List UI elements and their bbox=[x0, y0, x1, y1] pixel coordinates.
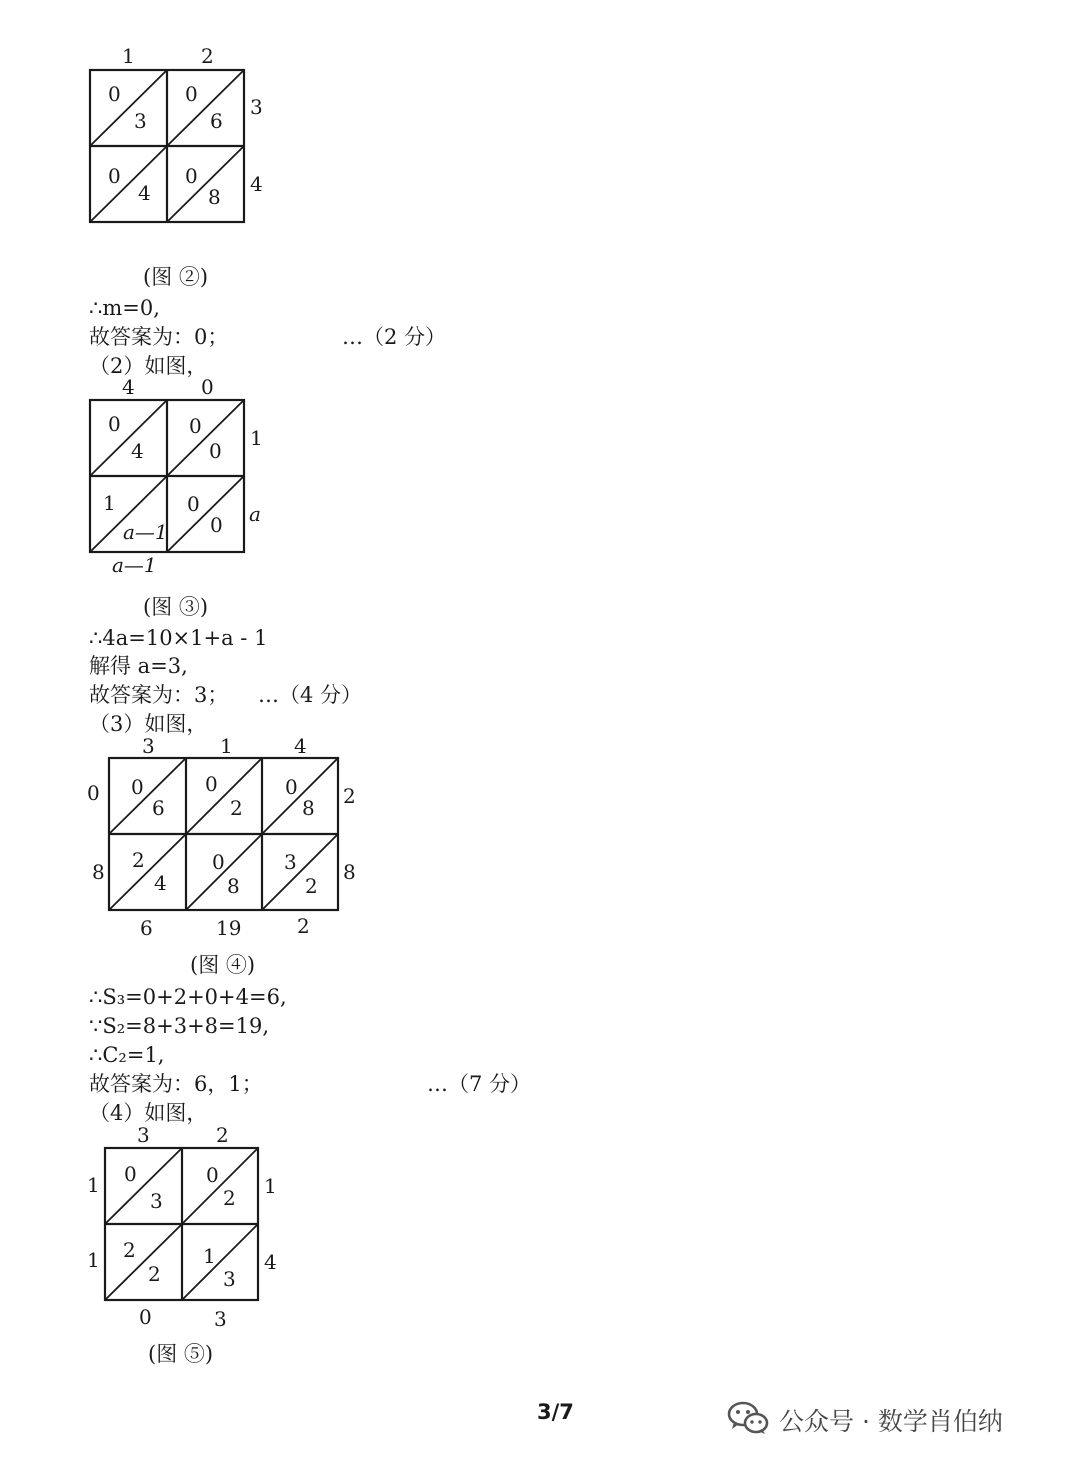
fig3-bottom-label: a—1 bbox=[112, 553, 157, 577]
fig5-cell-upper: 0 bbox=[206, 1163, 219, 1187]
fig5-cell-lower: 3 bbox=[223, 1267, 236, 1291]
fig4-right-label: 8 bbox=[343, 860, 356, 884]
step3-line4: 故答案为：6，1； bbox=[89, 1072, 263, 1096]
fig3-cell-upper: 0 bbox=[187, 492, 200, 516]
fig2-cell-lower: 8 bbox=[208, 185, 221, 209]
fig2-cell-lower: 3 bbox=[134, 109, 147, 133]
step2-line3: 故答案为：3； bbox=[89, 683, 229, 707]
fig2-cell-upper: 0 bbox=[185, 164, 198, 188]
fig4-cell-upper: 0 bbox=[205, 772, 218, 796]
fig4-bottom-label: 19 bbox=[216, 916, 242, 940]
fig2-top-label: 1 bbox=[122, 44, 135, 68]
fig3-top-label: 0 bbox=[201, 375, 214, 399]
fig5-right-label: 1 bbox=[264, 1174, 277, 1198]
watermark-text: 公众号 · 数学肖伯纳 bbox=[779, 1407, 1003, 1436]
wechat-icon bbox=[727, 1400, 769, 1436]
fig4-cell-lower: 4 bbox=[154, 871, 167, 895]
fig2-cell-lower: 4 bbox=[138, 181, 151, 205]
fig5-cell-lower: 3 bbox=[150, 1189, 163, 1213]
part4-label: （4）如图， bbox=[89, 1101, 208, 1125]
fig4-right-label: 2 bbox=[343, 784, 356, 808]
fig5-cell-upper: 2 bbox=[123, 1238, 136, 1262]
step3-line1: ∴S₃=0+2+0+4=6, bbox=[89, 985, 287, 1009]
fig3-right-label: 1 bbox=[250, 426, 263, 450]
page-number: 3/7 bbox=[537, 1400, 574, 1424]
fig2-cell-upper: 0 bbox=[108, 164, 121, 188]
fig5-cell-upper: 0 bbox=[124, 1162, 137, 1186]
step2-line2: 解得 a=3, bbox=[89, 654, 188, 678]
fig5-left-label: 1 bbox=[87, 1248, 100, 1272]
fig4-cell-upper: 2 bbox=[132, 848, 145, 872]
step3-line2: ∵S₂=8+3+8=19, bbox=[89, 1014, 270, 1038]
fig3-cell-upper: 1 bbox=[103, 491, 116, 515]
step2-line1: ∴4a=10×1+a - 1 bbox=[89, 626, 268, 650]
step1-line2: 故答案为：0； bbox=[89, 325, 229, 349]
fig5-bottom-label: 0 bbox=[139, 1305, 152, 1329]
step3-line3: ∴C₂=1, bbox=[89, 1043, 165, 1067]
fig5-top-label: 2 bbox=[216, 1123, 229, 1147]
fig3-cell-lower: 0 bbox=[210, 513, 223, 537]
fig3-cell-upper: 0 bbox=[189, 414, 202, 438]
fig3-cell-lower: 0 bbox=[209, 439, 222, 463]
fig3-right-label: a bbox=[249, 502, 261, 526]
fig4-cell-lower: 6 bbox=[152, 796, 165, 820]
watermark bbox=[727, 1398, 1057, 1442]
fig4-cell-lower: 8 bbox=[302, 796, 315, 820]
fig5-bottom-label: 3 bbox=[214, 1307, 227, 1331]
fig3-caption: (图 ③) bbox=[143, 595, 209, 619]
part2-label: （2）如图， bbox=[89, 354, 208, 378]
fig4-top-label: 3 bbox=[142, 734, 155, 758]
part3-label: （3）如图， bbox=[89, 712, 208, 736]
fig4-left-label: 0 bbox=[87, 781, 100, 805]
fig3-cell-lower: a—1 bbox=[123, 520, 168, 544]
step2-score: …（4 分） bbox=[258, 683, 363, 707]
fig4-cell-lower: 8 bbox=[227, 874, 240, 898]
fig5-cell-upper: 1 bbox=[203, 1244, 216, 1268]
fig4-left-label: 8 bbox=[92, 860, 105, 884]
step3-score: …（7 分） bbox=[427, 1072, 532, 1096]
fig5-left-label: 1 bbox=[87, 1173, 100, 1197]
fig4-cell-upper: 3 bbox=[284, 850, 297, 874]
fig4-top-label: 4 bbox=[294, 734, 307, 758]
fig3-top-label: 4 bbox=[122, 375, 135, 399]
fig2-caption: (图 ②) bbox=[143, 265, 209, 289]
fig5-caption: (图 ⑤) bbox=[148, 1342, 214, 1366]
fig5-top-label: 3 bbox=[137, 1123, 150, 1147]
fig4-bottom-label: 2 bbox=[297, 914, 310, 938]
fig3-cell-upper: 0 bbox=[108, 412, 121, 436]
step1-line1: ∴m=0, bbox=[89, 296, 160, 320]
fig2-cell-upper: 0 bbox=[108, 82, 121, 106]
fig5-cell-lower: 2 bbox=[148, 1262, 161, 1286]
fig4-cell-lower: 2 bbox=[305, 874, 318, 898]
fig4-cell-upper: 0 bbox=[285, 775, 298, 799]
fig4-cell-upper: 0 bbox=[131, 775, 144, 799]
fig4-bottom-label: 6 bbox=[140, 916, 153, 940]
fig2-cell-upper: 0 bbox=[185, 82, 198, 106]
fig5-cell-lower: 2 bbox=[223, 1186, 236, 1210]
fig2-cell-lower: 6 bbox=[210, 109, 223, 133]
fig4-caption: (图 ④) bbox=[190, 953, 256, 977]
fig5-right-label: 4 bbox=[264, 1250, 277, 1274]
step1-score: …（2 分） bbox=[342, 325, 447, 349]
fig4-top-label: 1 bbox=[220, 734, 233, 758]
fig3-cell-lower: 4 bbox=[131, 439, 144, 463]
fig2-right-label: 3 bbox=[250, 95, 263, 119]
fig2-top-label: 2 bbox=[201, 44, 214, 68]
fig4-cell-upper: 0 bbox=[212, 850, 225, 874]
fig4-cell-lower: 2 bbox=[230, 796, 243, 820]
fig2-right-label: 4 bbox=[250, 172, 263, 196]
